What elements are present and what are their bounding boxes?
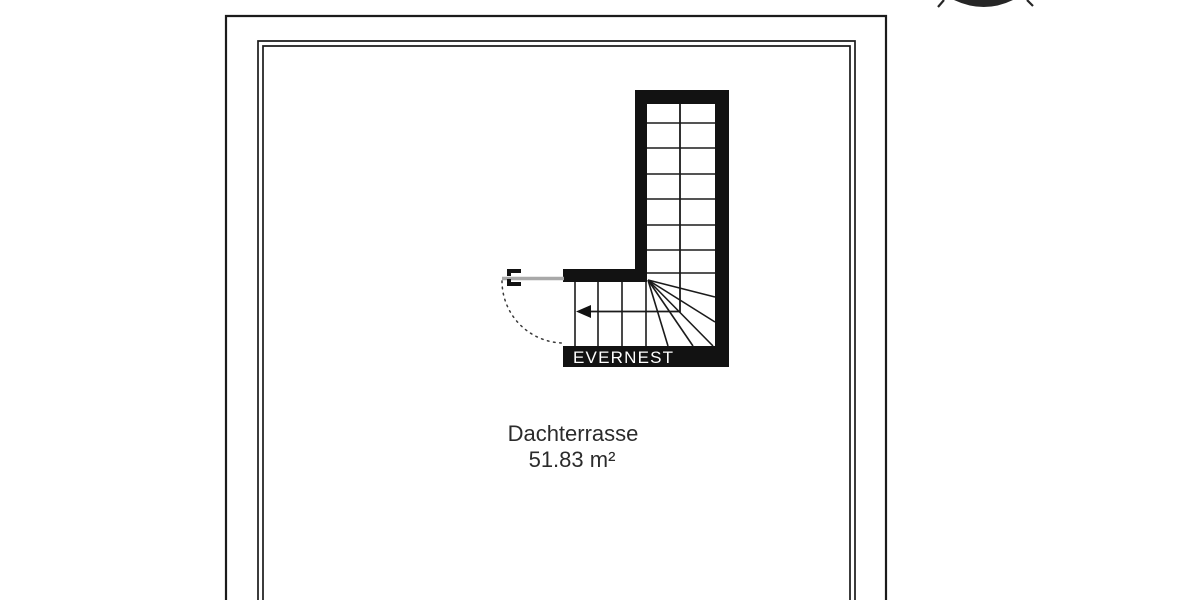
stair-wall-lower-left — [563, 269, 647, 282]
stair-arrowhead — [576, 305, 591, 318]
door — [502, 269, 564, 343]
terrace-wall-inner-line — [263, 46, 850, 600]
stair-wall-left — [635, 90, 647, 282]
staircase — [563, 90, 729, 367]
logo-ellipse-fragment — [954, 0, 1013, 7]
room-name-label: Dachterrasse — [507, 421, 639, 446]
room-area-label: 51.83 m² — [528, 447, 616, 472]
terrace-wall-double-line — [258, 41, 855, 600]
outer-boundary — [226, 16, 886, 600]
stair-direction-arrow-icon — [576, 104, 680, 318]
stair-wall-right — [715, 90, 729, 367]
terrace-wall-outer-line — [258, 41, 855, 600]
door-swing-arc-icon — [502, 281, 563, 343]
brand-label: EVERNEST — [573, 348, 675, 367]
logo-left-tick — [938, 0, 944, 7]
logo-right-tick — [1027, 0, 1033, 6]
stair-treads-upper-flight — [647, 123, 715, 273]
logo-mark-icon — [938, 0, 1033, 7]
stair-winder-treads — [648, 280, 715, 346]
stair-wall-top — [635, 90, 729, 104]
